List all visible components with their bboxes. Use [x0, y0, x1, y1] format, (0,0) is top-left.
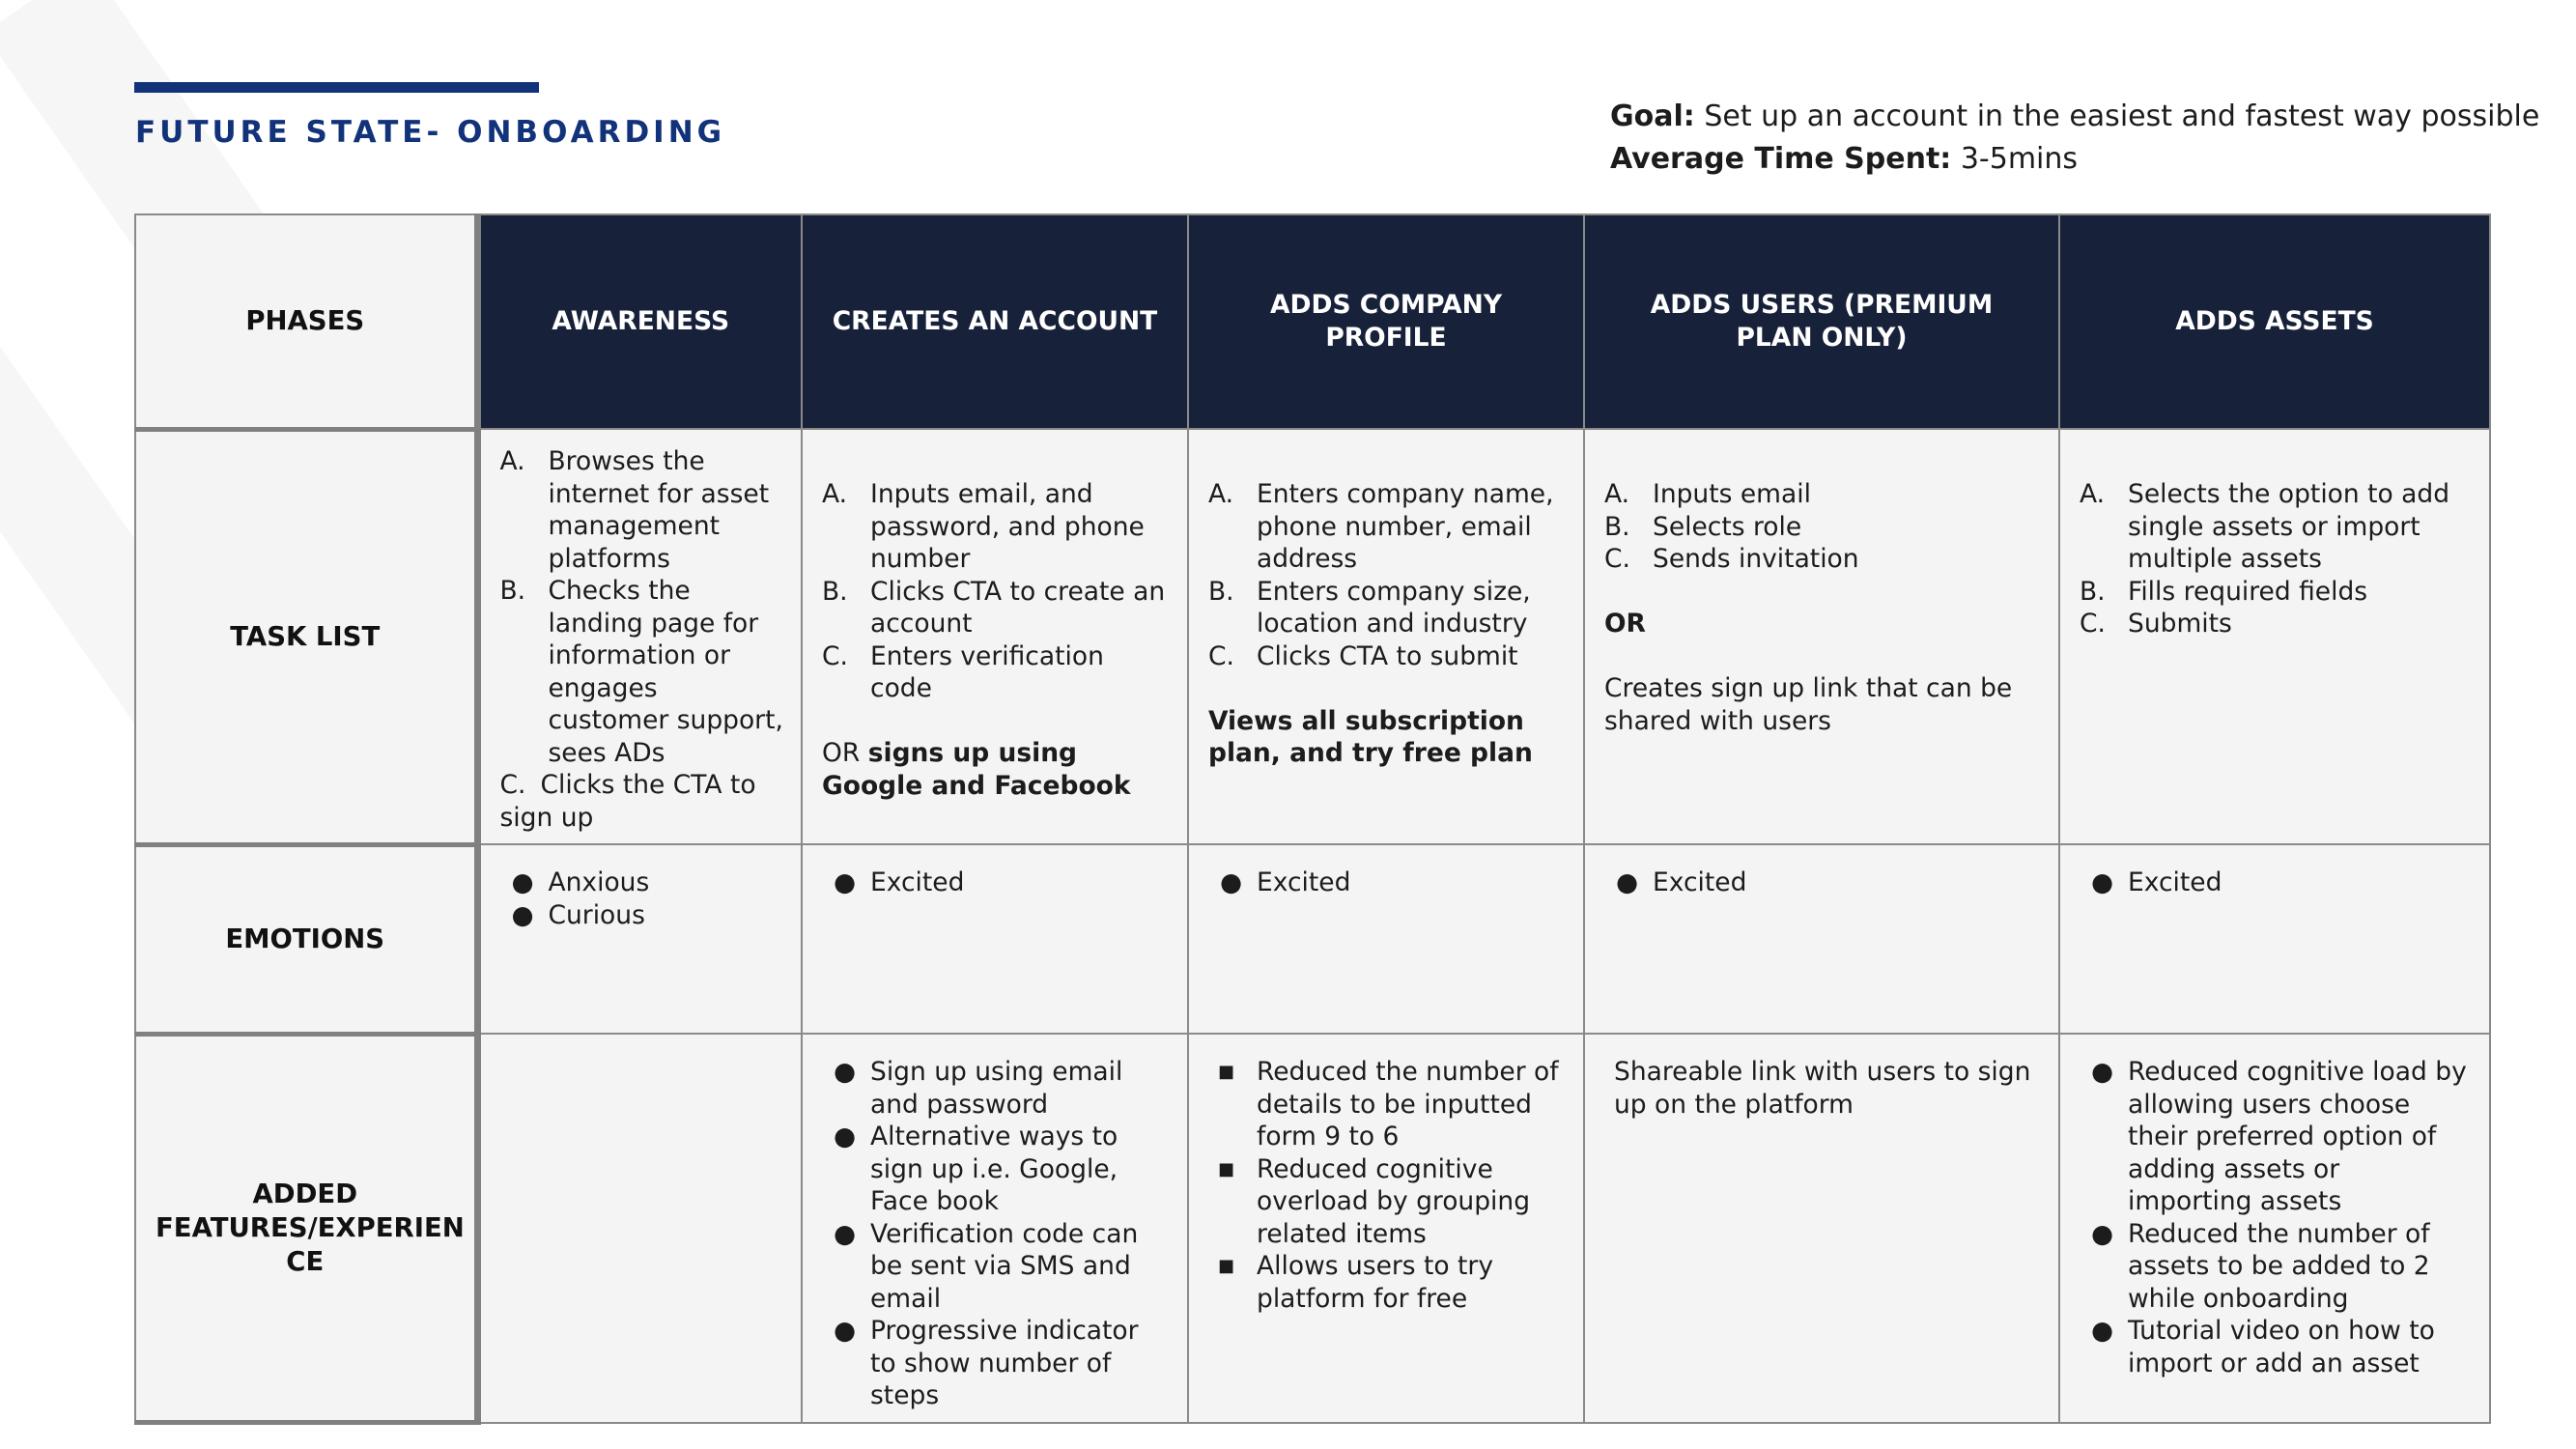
phase-company-profile: ADDS COMPANY PROFILE	[1188, 214, 1584, 429]
list-item: ■ Reduced cognitive overload by grouping related items	[1218, 1153, 1531, 1249]
alt-signup-note: OR signs up using Google and Facebook	[822, 738, 1131, 801]
task-cell-adds-users	[1584, 429, 2059, 844]
phases-header-row	[135, 214, 2490, 429]
features-cell-company-profile	[1188, 1034, 1584, 1423]
or-label: OR	[1604, 609, 1646, 639]
list-item: ● Curious	[511, 899, 645, 930]
signup-link-note: Creates sign up link that can be shared with users	[1604, 673, 2013, 736]
list-item: ● Progressive indicator to show number of steps	[834, 1316, 1139, 1410]
added-features-row	[135, 1034, 2490, 1423]
list-item: ● Tutorial video on how to import or add an asset	[2091, 1316, 2435, 1378]
list-item: ● Reduced cognitive load by allowing users choose their preferred option of adding assets or importing assets	[2091, 1057, 2467, 1216]
list-item: ● Verification code can be sent via SMS and email	[834, 1218, 1139, 1314]
journey-table	[134, 213, 2491, 1425]
task-cell-awareness	[477, 429, 802, 844]
list-item: B. Clicks CTA to create an account	[822, 576, 1166, 639]
phase-adds-assets: ADDS ASSETS	[2059, 214, 2490, 429]
list-item: B. Selects role	[1604, 511, 1802, 542]
list-item: C. Submits	[2080, 609, 2232, 639]
goal-line	[1610, 96, 2539, 138]
shareable-link-note: Shareable link with users to sign up on the platform	[1614, 1057, 2031, 1120]
list-item: ■ Reduced the number of details to be inputted form 9 to 6	[1218, 1057, 1559, 1151]
time-label: Average Time Spent:	[1610, 142, 1952, 176]
list-item: A. Selects the option to add single assets or import multiple assets	[2080, 479, 2450, 574]
task-list-label: TASK LIST	[135, 429, 477, 844]
list-item: C. Enters verification code	[822, 640, 1104, 703]
task-cell-adds-assets	[2059, 429, 2490, 844]
list-item: C. Sends invitation	[1604, 544, 1859, 574]
features-cell-adds-users	[1584, 1034, 2059, 1423]
emotions-cell-company-profile	[1188, 844, 1584, 1034]
emotions-cell-creates-account	[802, 844, 1188, 1034]
list-item: ● Excited	[1616, 867, 1747, 897]
list-item: ● Reduced the number of assets to be added to 2 while onboarding	[2091, 1218, 2430, 1314]
list-item: B. Fills required fields	[2080, 576, 2368, 607]
features-cell-awareness	[477, 1034, 802, 1423]
list-item: B. Checks the landing page for information or engages customer support, sees ADs	[499, 576, 783, 768]
goal-text: Set up an account in the easiest and fastest way possible	[1704, 99, 2540, 133]
phase-creates-account: CREATES AN ACCOUNT	[802, 214, 1188, 429]
emotions-label: EMOTIONS	[135, 844, 477, 1034]
phases-label: PHASES	[135, 214, 477, 429]
list-item: ● Anxious	[511, 867, 650, 897]
task-cell-creates-account	[802, 429, 1188, 844]
list-item: A. Inputs email, and password, and phone number	[822, 479, 1145, 574]
title-accent-bar	[134, 82, 539, 93]
page-title: FUTURE STATE- ONBOARDING	[135, 115, 726, 150]
list-item: ● Excited	[834, 867, 965, 897]
phase-awareness: AWARENESS	[477, 214, 802, 429]
list-item: ● Sign up using email and password	[834, 1057, 1123, 1120]
emotions-cell-adds-users	[1584, 844, 2059, 1034]
list-item: ■ Allows users to try platform for free	[1218, 1251, 1493, 1314]
list-item: ● Excited	[2091, 867, 2222, 897]
list-item: C. Clicks the CTA to sign up	[499, 770, 756, 833]
list-item: ● Excited	[1220, 867, 1351, 897]
goal-block	[1610, 96, 2539, 181]
emotions-row	[135, 844, 2490, 1034]
task-list-row	[135, 429, 2490, 844]
list-item: B. Enters company size, location and industry	[1208, 576, 1531, 639]
features-cell-creates-account	[802, 1034, 1188, 1423]
features-cell-adds-assets	[2059, 1034, 2490, 1423]
phase-adds-users: ADDS USERS (PREMIUM PLAN ONLY)	[1584, 214, 2059, 429]
emotions-cell-awareness	[477, 844, 802, 1034]
list-item: A. Browses the internet for asset management platforms	[499, 446, 770, 574]
time-line	[1610, 138, 2539, 181]
list-item: C. Clicks CTA to submit	[1208, 640, 1518, 671]
task-cell-company-profile	[1188, 429, 1584, 844]
goal-label: Goal:	[1610, 99, 1695, 133]
time-text: 3-5mins	[1960, 142, 2079, 176]
emotions-cell-adds-assets	[2059, 844, 2490, 1034]
subscription-note: Views all subscription plan, and try free plan	[1208, 705, 1533, 768]
list-item: A. Enters company name, phone number, email address	[1208, 479, 1554, 574]
list-item: A. Inputs email	[1604, 479, 1811, 509]
list-item: ● Alternative ways to sign up i.e. Google, Face book	[834, 1122, 1118, 1216]
added-features-label: ADDED FEATURES/EXPERIEN CE	[135, 1034, 477, 1423]
